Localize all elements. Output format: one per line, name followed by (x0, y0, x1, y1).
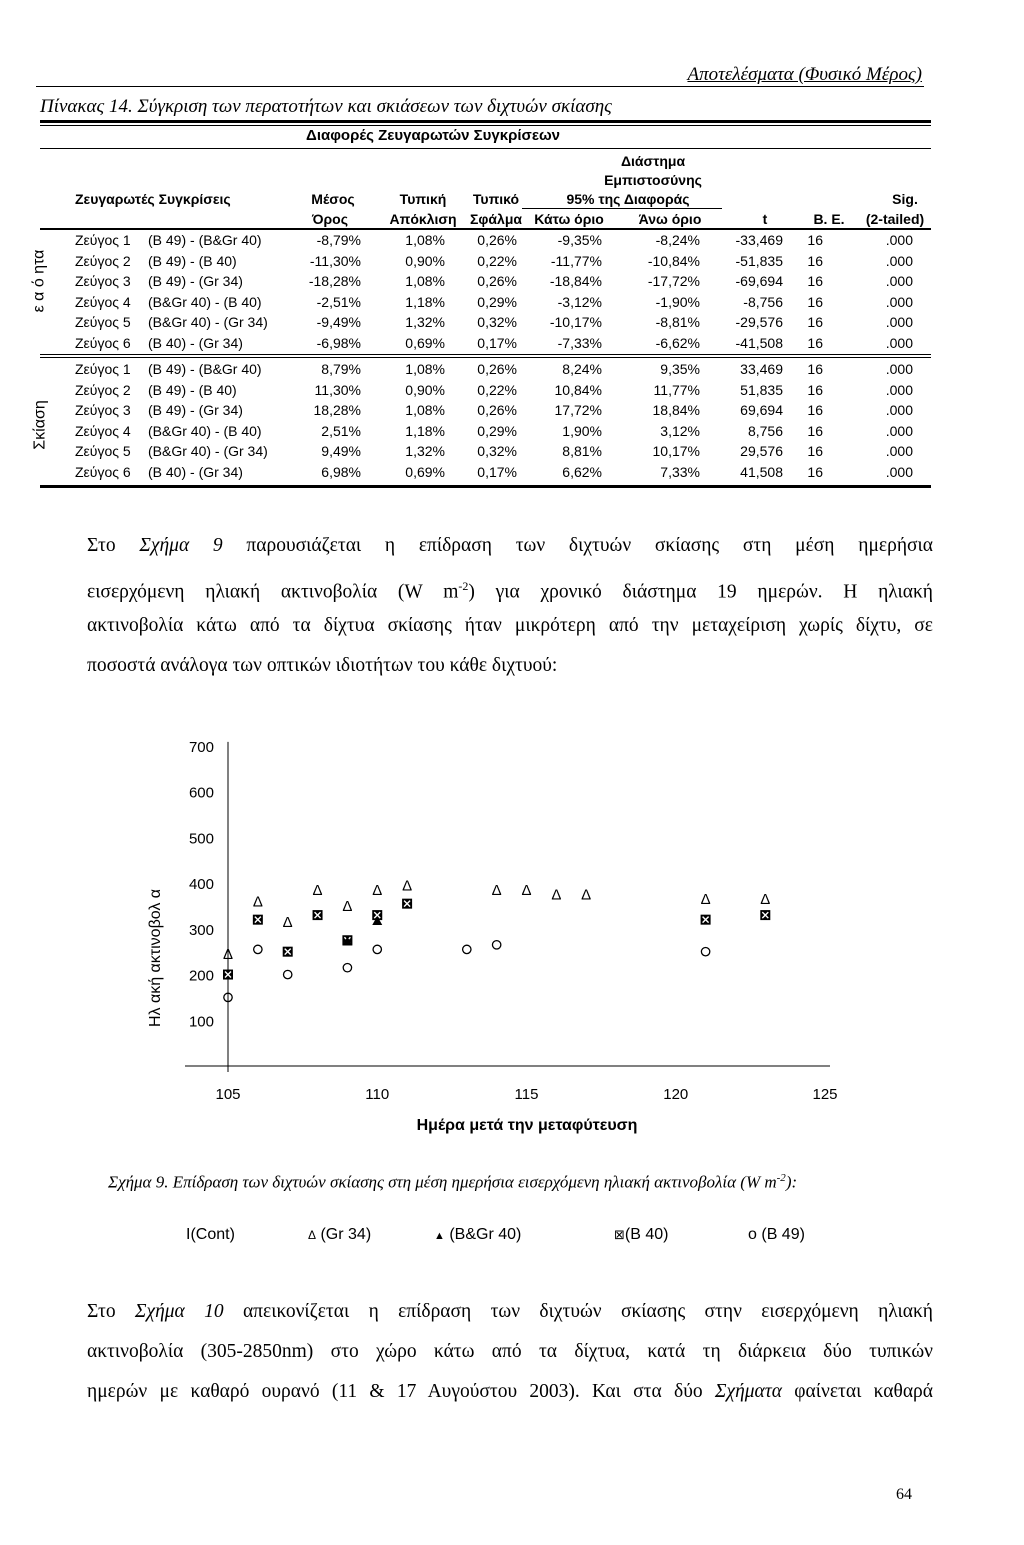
group1-row-3-upper: -17,72% (647, 273, 700, 289)
point-b40-7 (402, 899, 412, 909)
group1-row-2-se: 0,22% (477, 252, 517, 269)
group2-row-1-comparison: (Β 49) - (Β&Gr 40) (148, 361, 262, 377)
col-sig-2: (2-tailed) (865, 211, 925, 227)
group2-row-4-comparison: (Β&Gr 40) - (Β 40) (148, 422, 262, 439)
group2-row-2-sd: 0,90% (405, 381, 445, 398)
group2-row-1-pair: Ζεύγος 1 (75, 361, 131, 377)
group2-row-4-upper: 3,12% (660, 422, 700, 439)
y-tick-label-100: 100 (188, 1013, 214, 1031)
group2-row-5-mean: 9,49% (321, 443, 361, 459)
group2-row-5-pair: Ζεύγος 5 (75, 443, 131, 459)
group1-row-3-lower: -18,84% (549, 273, 602, 289)
group1-row-4-sig: .000 (885, 293, 913, 310)
group2-row-3-sd: 1,08% (405, 402, 445, 418)
group2-row-4-t: 8,756 (747, 422, 783, 439)
y-tick-label-300: 300 (188, 921, 214, 939)
group1-row-5-mean: -9,49% (316, 314, 361, 330)
col-sig-1: Sig. (892, 191, 918, 207)
y-tick-label-400: 400 (188, 876, 214, 894)
col-se-1: Τυπικό (472, 191, 520, 207)
group2-row-1-t: 33,469 (740, 361, 783, 377)
para1-line-3: ακτινοβολία κάτω από τα δίχτυα σκίασης ήταν μικρότερη από την μεταχείριση χωρίς δίχτυ, σε (87, 615, 933, 636)
group1-row-3-mean: -18,28% (308, 273, 361, 289)
page-number: 64 (896, 1486, 912, 1503)
figure-caption: Σχήμα 9. Επίδραση των διχτυών σκίασης στη μέση ημερήσια εισερχόμενη ηλιακή ακτινοβολία (W $m^{-2}$): (108, 1172, 798, 1192)
point-gr34-6: Δ (372, 881, 383, 899)
group1-row-5-sig: .000 (885, 314, 913, 330)
point-b40-9 (760, 910, 770, 920)
group2-row-2-df: 16 (807, 381, 823, 398)
group1-row-3-pair: Ζεύγος 3 (75, 273, 131, 289)
y-tick-label-200: 200 (188, 967, 214, 985)
point-gr34-7: Δ (402, 877, 413, 895)
point-gr34-10: Δ (551, 886, 562, 904)
group2-row-6-t: 41,508 (740, 463, 783, 480)
group1-row-6-lower: -7,33% (557, 334, 602, 351)
group2-row-2-upper: 11,77% (653, 381, 700, 398)
triangle-icon: Δ (308, 1228, 317, 1242)
group2-row-4-sig: .000 (885, 422, 913, 439)
group1-row-5-df: 16 (807, 314, 823, 330)
para1-line-1: Στο Σχήμα 9 παρουσιάζεται η επίδραση των διχτυών σκίασης στη μέση ημερήσια (87, 535, 933, 556)
group2-row-5-df: 16 (807, 443, 823, 459)
ci-header-3: 95% της Διαφοράς (566, 191, 690, 207)
point-gr34-3: Δ (282, 913, 293, 931)
x-tick-label-125: 125 (812, 1086, 838, 1103)
x-tick-label-120: 120 (663, 1086, 689, 1103)
point-b49-5 (373, 945, 381, 953)
x-axis-label: Ημέρα μετά την μεταφύτευση (416, 1117, 638, 1134)
group2-row-4-sd: 1,18% (405, 422, 445, 439)
group1-row-4-lower: -3,12% (557, 293, 602, 310)
group1-row-5-lower: -10,17% (549, 314, 602, 330)
circle-icon: ο (748, 1226, 757, 1243)
point-gr34-5: Δ (342, 897, 353, 915)
group2-row-6-df: 16 (807, 463, 823, 480)
figure-ref: Σχήμα 10 (134, 1301, 224, 1322)
para1-line-4: ποσοστά ανάλογα των οπτικών ιδιοτήτων του κάθε διχτυού: (87, 655, 558, 676)
group2-row-1-se: 0,26% (477, 361, 517, 377)
group2-row-3-comparison: (Β 49) - (Gr 34) (148, 402, 243, 418)
group1-row-1-se: 0,26% (477, 232, 517, 248)
group2-row-2-se: 0,22% (477, 381, 517, 398)
group1-row-4-se: 0,29% (477, 293, 517, 310)
group2-row-3-t: 69,694 (740, 402, 783, 418)
group-header: Διαφορές Ζευγαρωτών Συγκρίσεων (306, 127, 560, 144)
legend-item-b49: ο (B 49) (748, 1226, 805, 1243)
figure-ref: Σχήμα 9 (139, 535, 223, 556)
para2-line-2: ακτινοβολία (305-2850nm) στο χώρο κάτω από τα δίχτυα, κατά τη διάρκεια δύο τυπικών (87, 1341, 933, 1362)
group2-row-3-pair: Ζεύγος 3 (75, 402, 131, 418)
group1-row-4-df: 16 (807, 293, 823, 310)
x-tick-label-105: 105 (215, 1086, 241, 1103)
group1-row-6-sig: .000 (885, 334, 913, 351)
point-b49-2 (254, 945, 262, 953)
group1-row-2-df: 16 (807, 252, 823, 269)
group1-row-6-t: -41,508 (735, 334, 783, 351)
point-gr34-2: Δ (252, 893, 263, 911)
group2-row-5-t: 29,576 (740, 443, 783, 459)
col-df: Β. Ε. (813, 211, 845, 227)
legend-item-b40: ⊠(B 40) (614, 1226, 669, 1243)
para1-line-2: εισερχόμενη ηλιακή ακτινοβολία (W $m^{-2}$) για χρονικό διάστημα 19 ημερών. Η ηλιακή (87, 579, 933, 603)
group1-row-2-comparison: (Β 49) - (Β 40) (148, 252, 237, 269)
group1-row-2-upper: -10,84% (647, 252, 700, 269)
group1-row-3-df: 16 (807, 273, 823, 289)
point-b40-1 (223, 970, 233, 980)
group2-row-5-upper: 10,17% (652, 443, 700, 459)
chart-axes (147, 739, 838, 1134)
group1-row-6-df: 16 (807, 334, 823, 351)
group2-row-4-se: 0,29% (477, 422, 517, 439)
group2-row-1-sig: .000 (885, 361, 913, 377)
point-gr34-12: Δ (700, 891, 711, 909)
point-gr34-13: Δ (760, 891, 771, 909)
group1-row-2-mean: -11,30% (309, 252, 361, 269)
chart-marks (223, 877, 770, 1001)
col-comparisons: Ζευγαρωτές Συγκρίσεις (75, 191, 231, 207)
col-sd-1: Τυπική (399, 191, 447, 207)
point-gr34-1: Δ (222, 945, 234, 963)
col-mean-2: Όρος (311, 211, 349, 227)
ci-header-1: Διάστημα (620, 153, 686, 169)
group2-row-5-sig: .000 (885, 443, 913, 459)
boxed-x-icon: ⊠ (614, 1227, 625, 1242)
group1-label: ε α ό ητα (30, 249, 48, 313)
group1-row-2-t: -51,835 (735, 252, 783, 269)
filled-triangle-icon: ▲ (434, 1230, 445, 1242)
group1-row-1-sd: 1,08% (405, 232, 445, 248)
group2-row-6-upper: 7,33% (660, 463, 700, 480)
group1-row-2-sd: 0,90% (405, 252, 445, 269)
group2-row-5-sd: 1,32% (405, 443, 445, 459)
point-b40-3 (283, 947, 293, 957)
group2-row-3-lower: 17,72% (554, 402, 602, 418)
group2-row-5-se: 0,32% (477, 443, 517, 459)
group2-row-6-se: 0,17% (477, 463, 517, 480)
group1-row-4-comparison: (Β&Gr 40) - (Β 40) (148, 293, 262, 310)
group1-row-5-sd: 1,32% (405, 314, 445, 330)
group1-row-1-mean: -8,79% (316, 232, 361, 248)
col-t: t (762, 211, 768, 227)
group2-row-4-df: 16 (807, 422, 823, 439)
point-b49-7 (492, 941, 500, 949)
col-se-2: Σφάλμα (470, 211, 522, 227)
group2-row-4-lower: 1,90% (562, 422, 602, 439)
group2-row-4-pair: Ζεύγος 4 (75, 422, 131, 439)
group1-row-1-comparison: (Β 49) - (Β&Gr 40) (148, 232, 262, 248)
group1-row-5-t: -29,576 (735, 314, 783, 330)
group2-row-6-pair: Ζεύγος 6 (75, 463, 131, 480)
group2-row-2-sig: .000 (885, 381, 913, 398)
y-axis-label: Ηλ ακή ακτινοβολ α (147, 888, 164, 1028)
group2-row-1-upper: 9,35% (660, 361, 700, 377)
group1-row-2-sig: .000 (885, 252, 913, 269)
group1-row-1-df: 16 (807, 232, 823, 248)
group1-row-6-mean: -6,98% (316, 334, 361, 351)
point-b49-6 (463, 945, 471, 953)
group1-row-6-upper: -6,62% (655, 334, 700, 351)
group1-row-2-lower: -11,77% (550, 252, 602, 269)
x-tick-label-110: 110 (365, 1086, 390, 1103)
group1-row-5-upper: -8,81% (655, 314, 700, 330)
group1-row-6-pair: Ζεύγος 6 (75, 334, 131, 351)
group1-row-4-sd: 1,18% (405, 293, 445, 310)
group1-row-6-comparison: (Β 40) - (Gr 34) (148, 334, 243, 351)
group2-row-6-sd: 0,69% (405, 463, 445, 480)
col-mean-1: Μέσος (311, 191, 355, 207)
group2-row-2-lower: 10,84% (554, 381, 602, 398)
group2-row-3-mean: 18,28% (313, 402, 361, 418)
point-b49-3 (284, 970, 292, 978)
group2-row-2-comparison: (Β 49) - (Β 40) (148, 381, 237, 398)
para2-line-3: ημερών με καθαρό ουρανό (11 & 17 Αυγούστου 2003). Και στα δύο Σχήματα φαίνεται καθαρά (87, 1381, 933, 1402)
col-sd-2: Απόκλιση (389, 211, 457, 227)
group1-row-4-mean: -2,51% (316, 293, 361, 310)
group2-row-6-lower: 6,62% (562, 463, 602, 480)
group1-row-4-pair: Ζεύγος 4 (75, 293, 131, 310)
group1-row-3-se: 0,26% (477, 273, 517, 289)
group1-row-3-sd: 1,08% (405, 273, 445, 289)
col-lower: Κάτω όριο (534, 211, 604, 227)
running-header: Αποτελέσματα (Φυσικό Μέρος) (687, 64, 922, 85)
point-gr34-4: Δ (312, 881, 323, 899)
group2-row-3-upper: 18,84% (652, 402, 700, 418)
group1-row-6-sd: 0,69% (405, 334, 445, 351)
group1-row-1-upper: -8,24% (655, 232, 700, 248)
point-b40-2 (253, 915, 263, 925)
para2-line-1: Στο Σχήμα 10 απεικονίζεται η επίδραση των διχτυών σκίασης στην εισερχόμενη ηλιακή (87, 1301, 933, 1322)
group1-row-3-sig: .000 (885, 273, 913, 289)
figure-ref: Σχήματα (714, 1381, 783, 1402)
group2-row-1-df: 16 (807, 361, 823, 377)
group2-row-4-mean: 2,51% (321, 422, 361, 439)
group2-row-3-sig: .000 (885, 402, 913, 418)
group2-row-1-lower: 8,24% (562, 361, 602, 377)
x-tick-label-115: 115 (514, 1086, 539, 1103)
col-upper: Άνω όριο (638, 211, 702, 227)
group2-row-2-pair: Ζεύγος 2 (75, 381, 131, 398)
paragraph-2 (87, 1292, 933, 1412)
group2-row-3-df: 16 (807, 402, 823, 418)
group1-row-1-sig: .000 (885, 232, 913, 248)
table-caption: Πίνακας 14. Σύγκριση των περατοτήτων και σκιάσεων των διχτυών σκίασης (40, 96, 612, 117)
group2-row-1-sd: 1,08% (405, 361, 445, 377)
point-b40-8 (701, 915, 711, 925)
group2-row-1-mean: 8,79% (321, 361, 361, 377)
legend-item-gr34: Δ (Gr 34) (308, 1226, 372, 1243)
y-tick-label-500: 500 (188, 830, 214, 848)
group1-row-5-pair: Ζεύγος 5 (75, 314, 131, 330)
group2-row-6-sig: .000 (885, 463, 913, 480)
group1-row-5-se: 0,32% (477, 314, 517, 330)
group1-row-1-t: -33,469 (735, 232, 783, 248)
group1-row-3-t: -69,694 (735, 273, 783, 289)
group1-row-2-pair: Ζεύγος 2 (75, 252, 131, 269)
group2-row-6-comparison: (Β 40) - (Gr 34) (148, 463, 243, 480)
group1-row-1-lower: -9,35% (557, 232, 602, 248)
ci-header-2: Εμπιστοσύνης (604, 172, 702, 188)
group2-row-3-se: 0,26% (477, 402, 517, 418)
group2-row-6-mean: 6,98% (321, 463, 361, 480)
group1-row-6-se: 0,17% (477, 334, 517, 351)
group2-label: Σκίαση (31, 400, 49, 450)
point-gr34-9: Δ (521, 881, 532, 899)
group2-row-5-comparison: (Β&Gr 40) - (Gr 34) (148, 443, 268, 459)
point-b49-8 (701, 947, 709, 955)
point-gr34-11: Δ (581, 886, 592, 904)
point-gr34-8: Δ (491, 881, 502, 899)
group1-row-4-t: -8,756 (743, 293, 783, 310)
group2-row-2-mean: 11,30% (314, 381, 361, 398)
group2-row-5-lower: 8,81% (562, 443, 602, 459)
group2-row-2-t: 51,835 (740, 381, 783, 398)
group1-row-4-upper: -1,90% (655, 293, 700, 310)
y-tick-label-700: 700 (188, 738, 214, 756)
group1-row-5-comparison: (Β&Gr 40) - (Gr 34) (148, 314, 268, 330)
legend-item-cont: Ι(Cont) (186, 1226, 235, 1243)
point-b40-4 (313, 910, 323, 920)
y-tick-label-600: 600 (188, 784, 214, 802)
group1-row-3-comparison: (Β 49) - (Gr 34) (148, 273, 243, 289)
legend-item-bgr40: ▲ (B&Gr 40) (434, 1226, 522, 1243)
group1-row-1-pair: Ζεύγος 1 (75, 232, 131, 248)
point-b49-4 (343, 963, 351, 971)
